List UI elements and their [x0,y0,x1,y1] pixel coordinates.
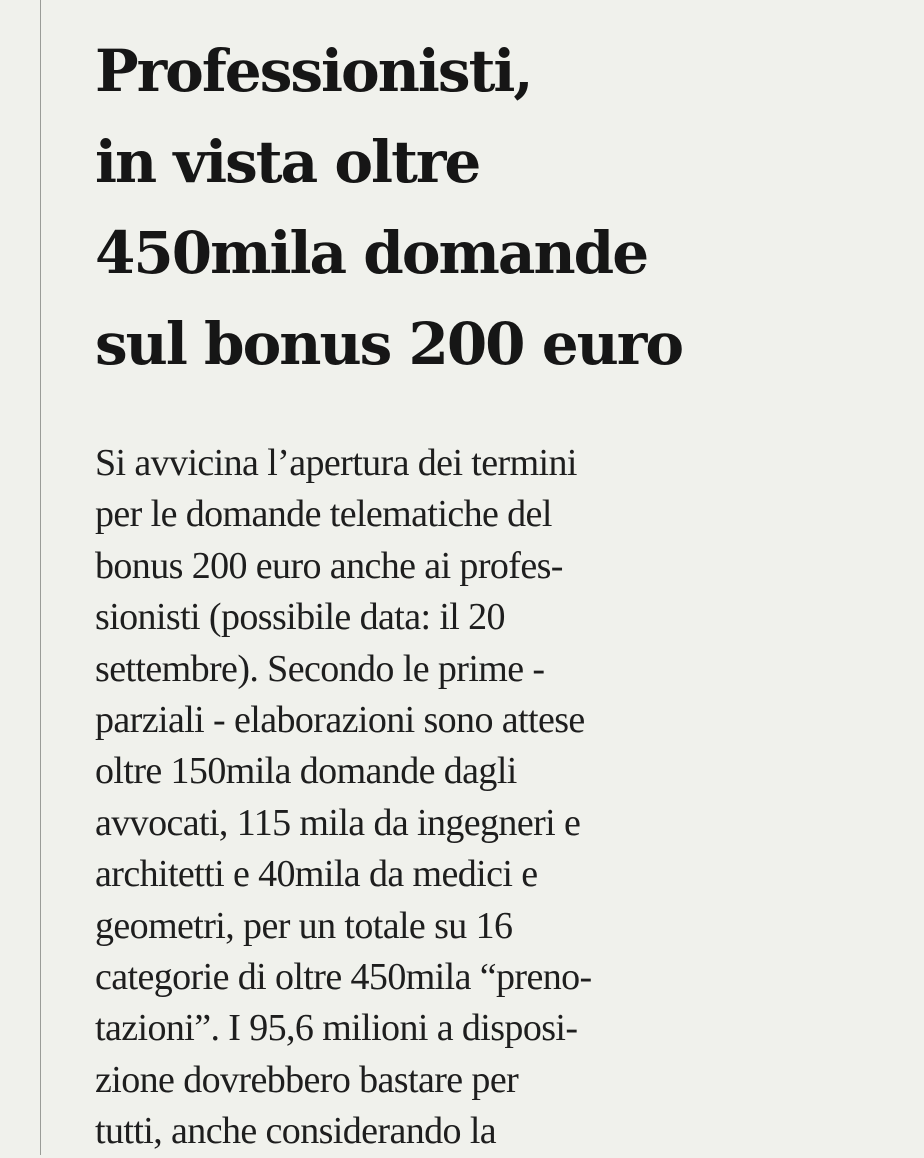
news-article [95,26,735,1153]
body-line: geometri, per un totale su 16 [95,904,513,947]
body-line: sionisti (possibile data: il 20 [95,596,505,639]
body-line: categorie di oltre 450mila “preno- [95,956,592,999]
headline-line: Professionisti, [95,37,532,105]
headline-line: in vista oltre [95,128,480,196]
body-line: oltre 150mila domande dagli [95,750,517,793]
headline-line: 450mila domande [95,219,648,287]
body-line: Si avvicina l’apertura dei termini [95,442,577,484]
body-line: per le domande telematiche del [95,493,552,536]
body-line: architetti e 40mila da medici e [95,853,538,896]
body-line: avvocati, 115 mila da ingegneri e [95,801,581,844]
headline-line: sul bonus 200 euro [95,310,683,378]
body-line: settembre). Secondo le prime - [95,647,545,690]
body-line: parziali - elaborazioni sono attese [95,699,585,742]
body-line: tutti, anche considerando la [95,1110,497,1153]
article-body [95,438,735,1158]
article-headline [95,26,735,390]
column-divider [40,0,41,1155]
body-line: bonus 200 euro anche ai profes- [95,544,563,587]
body-line: zione dovrebbero bastare per [95,1058,519,1101]
body-line: tazioni”. I 95,6 milioni a disposi- [95,1007,578,1050]
